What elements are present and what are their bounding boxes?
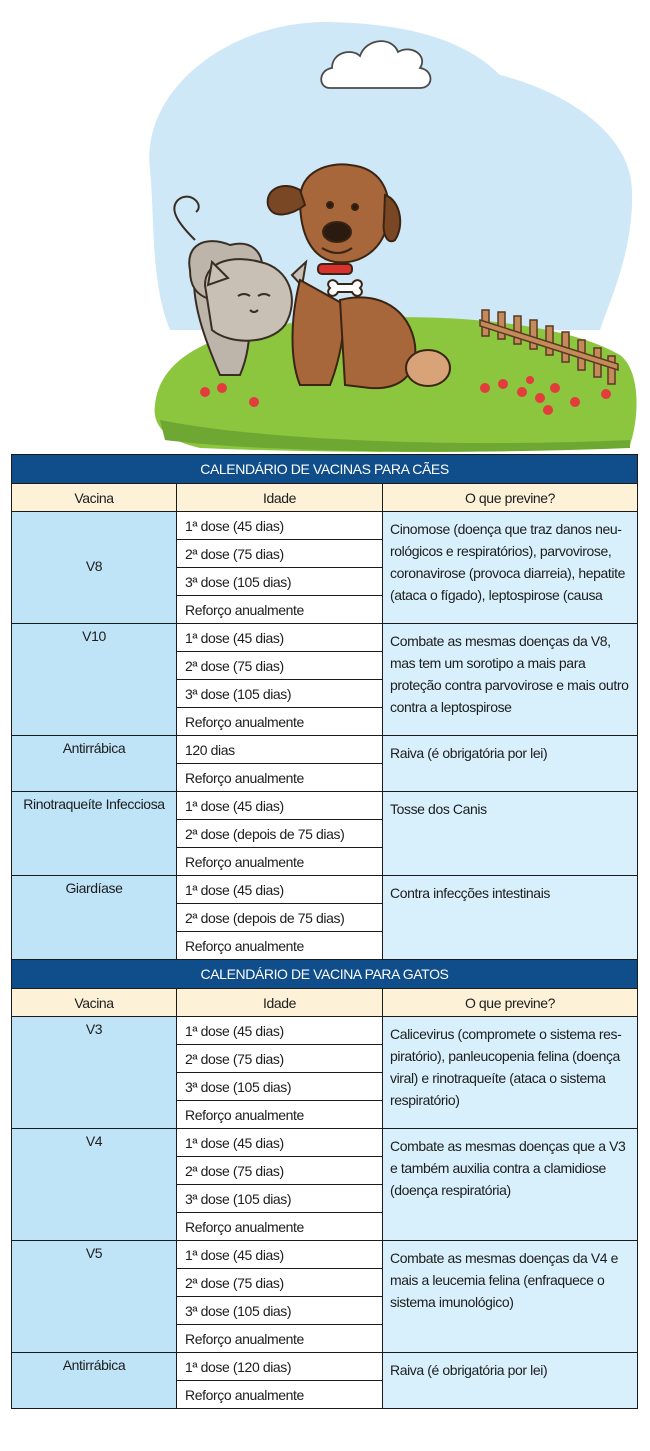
dose-cell: 2ª dose (depois de 75 dias) — [177, 820, 383, 848]
dose-cell: 2ª dose (75 dias) — [177, 540, 383, 568]
dose-cell: 3ª dose (105 dias) — [177, 568, 383, 596]
vaccine-name: V4 — [12, 1129, 177, 1241]
prevention-cell: Tosse dos Canis — [383, 792, 638, 876]
table-row — [12, 512, 638, 540]
header-prevents: O que previne? — [383, 484, 638, 512]
dose-cell: 3ª dose (105 dias) — [177, 1297, 383, 1325]
dose-cell: Reforço anualmente — [177, 848, 383, 876]
header-age: Idade — [177, 989, 383, 1017]
dose-cell: Reforço anualmente — [177, 1213, 383, 1241]
dose-cell: 1ª dose (45 dias) — [177, 1129, 383, 1157]
dose-cell: 3ª dose (105 dias) — [177, 1073, 383, 1101]
header-age: Idade — [177, 484, 383, 512]
dose-cell: 2ª dose (depois de 75 dias) — [177, 904, 383, 932]
dose-cell: Reforço anualmente — [177, 1325, 383, 1353]
dose-cell: Reforço anualmente — [177, 1381, 383, 1409]
prevention-cell: Contra infecções intestinais — [383, 876, 638, 960]
vaccine-name: V5 — [12, 1241, 177, 1353]
dose-cell: 1ª dose (120 dias) — [177, 1353, 383, 1381]
dose-cell: 1ª dose (45 dias) — [177, 512, 383, 540]
dose-cell: 1ª dose (45 dias) — [177, 1017, 383, 1045]
header-illustration — [0, 0, 650, 455]
header-prevents: O que previne? — [383, 989, 638, 1017]
dose-cell: 120 dias — [177, 736, 383, 764]
dose-cell: 1ª dose (45 dias) — [177, 876, 383, 904]
dose-cell: Reforço anualmente — [177, 708, 383, 736]
dog-vaccine-table — [11, 454, 638, 1409]
vaccine-name: Rinotraqueíte Infecciosa — [12, 792, 177, 876]
dose-cell: 1ª dose (45 dias) — [177, 624, 383, 652]
vaccine-name: Giardíase — [12, 876, 177, 960]
header-vaccine: Vacina — [12, 989, 177, 1017]
table-row — [12, 624, 638, 652]
prevention-cell: Raiva (é obrigatória por lei) — [383, 1353, 638, 1409]
table-row — [12, 1353, 638, 1381]
table-row — [12, 736, 638, 764]
prevention-cell: Cinomose (doença que traz danos neu-rológicos e respiratórios), parvovirose, coronavirose (provoca diarreia), hepatite (ataca o fígado), leptospirose (causa — [383, 512, 638, 624]
dog-table-title: CALENDÁRIO DE VACINAS PARA CÃES — [12, 455, 638, 484]
vaccine-name: V10 — [12, 624, 177, 736]
dose-cell: 2ª dose (75 dias) — [177, 1045, 383, 1073]
vaccine-tables — [11, 454, 637, 1409]
dose-cell: 1ª dose (45 dias) — [177, 1241, 383, 1269]
table-row — [12, 1129, 638, 1157]
prevention-cell: Raiva (é obrigatória por lei) — [383, 736, 638, 792]
prevention-cell: Combate as mesmas doenças que a V3 e também auxilia contra a clamidiose (doença respiratória) — [383, 1129, 638, 1241]
table-row — [12, 1241, 638, 1269]
dose-cell: Reforço anualmente — [177, 1101, 383, 1129]
prevention-cell: Combate as mesmas doenças da V4 e mais a leucemia felina (enfraquece o sistema imunológico) — [383, 1241, 638, 1353]
table-row — [12, 792, 638, 820]
dose-cell: 1ª dose (45 dias) — [177, 792, 383, 820]
cat-table-title: CALENDÁRIO DE VACINA PARA GATOS — [12, 960, 638, 989]
vaccine-name: Antirrábica — [12, 736, 177, 792]
vaccine-name: V8 — [12, 512, 177, 624]
prevention-cell: Combate as mesmas doenças da V8, mas tem um sorotipo a mais para proteção contra parvovirose e mais outro contra a leptospirose — [383, 624, 638, 736]
dose-cell: 3ª dose (105 dias) — [177, 680, 383, 708]
table-row — [12, 876, 638, 904]
dose-cell: 2ª dose (75 dias) — [177, 652, 383, 680]
header-vaccine: Vacina — [12, 484, 177, 512]
vaccine-name: Antirrábica — [12, 1353, 177, 1409]
vaccine-name: V3 — [12, 1017, 177, 1129]
dose-cell: 2ª dose (75 dias) — [177, 1269, 383, 1297]
dose-cell: Reforço anualmente — [177, 764, 383, 792]
dose-cell: Reforço anualmente — [177, 596, 383, 624]
dose-cell: 3ª dose (105 dias) — [177, 1185, 383, 1213]
prevention-cell: Calicevirus (compromete o sistema res-piratório), panleucopenia felina (doença viral) e rinotraqueíte (ataca o sistema respiratório) — [383, 1017, 638, 1129]
dose-cell: Reforço anualmente — [177, 932, 383, 960]
table-row — [12, 1017, 638, 1045]
dose-cell: 2ª dose (75 dias) — [177, 1157, 383, 1185]
